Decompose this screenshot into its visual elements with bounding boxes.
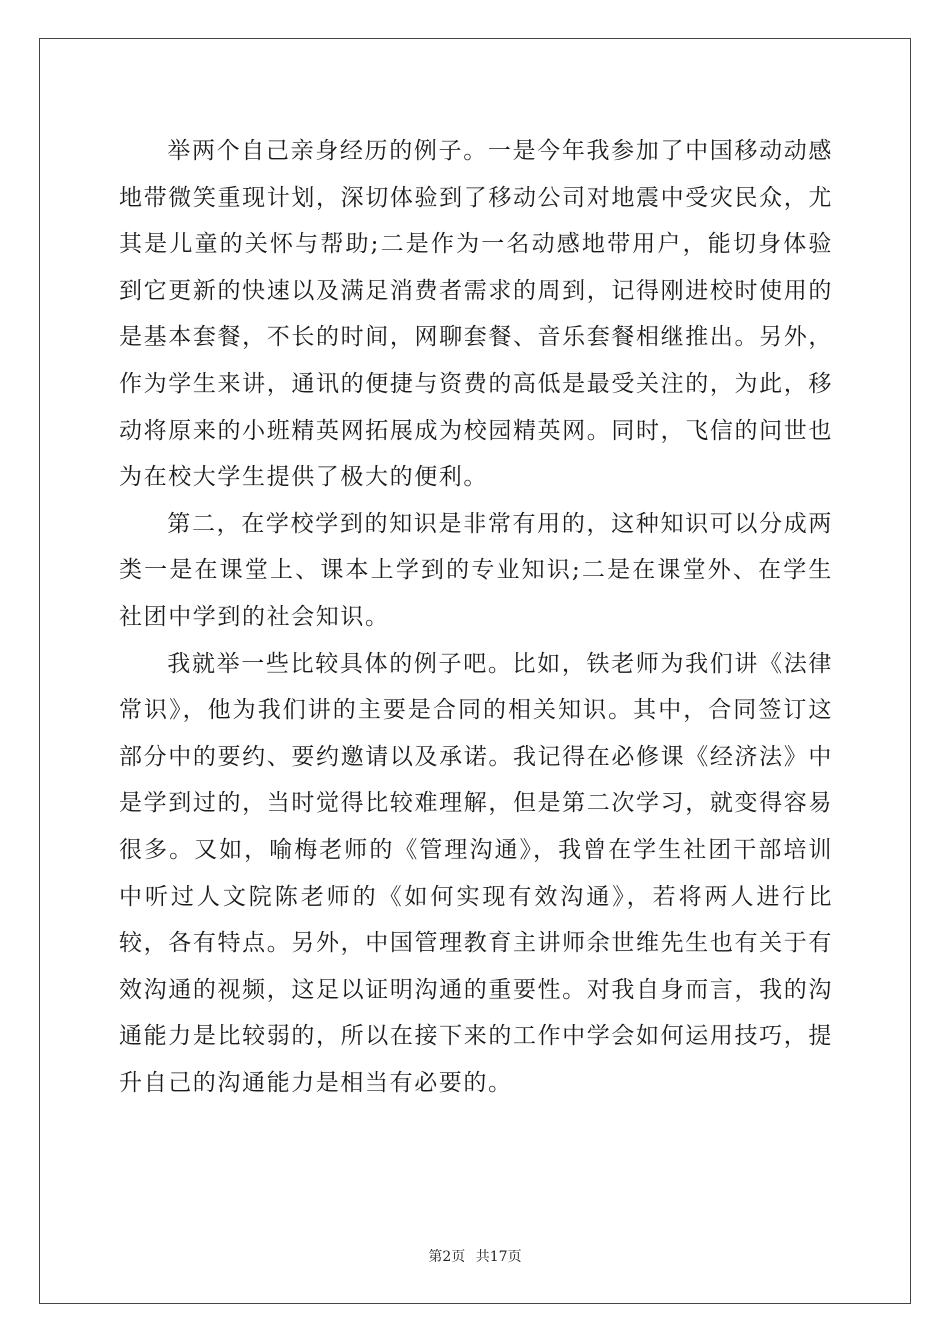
page-total: 共17页 <box>475 1249 522 1265</box>
paragraph-2: 第二，在学校学到的知识是非常有用的，这种知识可以分成两类一是在课堂上、课本上学到的专业知识;二是在课堂外、在学生社团中学到的社会知识。 <box>119 510 833 630</box>
page-footer <box>0 1246 950 1266</box>
page-number: 第2页 <box>428 1249 466 1265</box>
paragraph-1: 举两个自己亲身经历的例子。一是今年我参加了中国移动动感地带微笑重现计划，深切体验到了移动公司对地震中受灾民众，尤其是儿童的关怀与帮助;二是作为一名动感地带用户，能切身体验到它更新的快速以及满足消费者需求的周到，记得刚进校时使用的是基本套餐，不长的时间，网聊套餐、音乐套餐相继推出。另外，作为学生来讲，通讯的便捷与资费的高低是最受关注的，为此，移动将原来的小班精英网拓展成为校园精英网。同时，飞信的问世也为在校大学生提供了极大的便利。 <box>119 138 833 491</box>
paragraph-3: 我就举一些比较具体的例子吧。比如，铁老师为我们讲《法律常识》，他为我们讲的主要是合同的相关知识。其中，合同签订这部分中的要约、要约邀请以及承诺。我记得在必修课《经济法》中是学到过的，当时觉得比较难理解，但是第二次学习，就变得容易很多。又如，喻梅老师的《管理沟通》，我曾在学生社团干部培训中听过人文院陈老师的《如何实现有效沟通》，若将两人进行比较，各有特点。另外，中国管理教育主讲师余世维先生也有关于有效沟通的视频，这足以证明沟通的重要性。对我自身而言，我的沟通能力是比较弱的，所以在接下来的工作中学会如何运用技巧，提升自己的沟通能力是相当有必要的。 <box>119 650 833 1096</box>
document-body <box>119 128 833 1106</box>
